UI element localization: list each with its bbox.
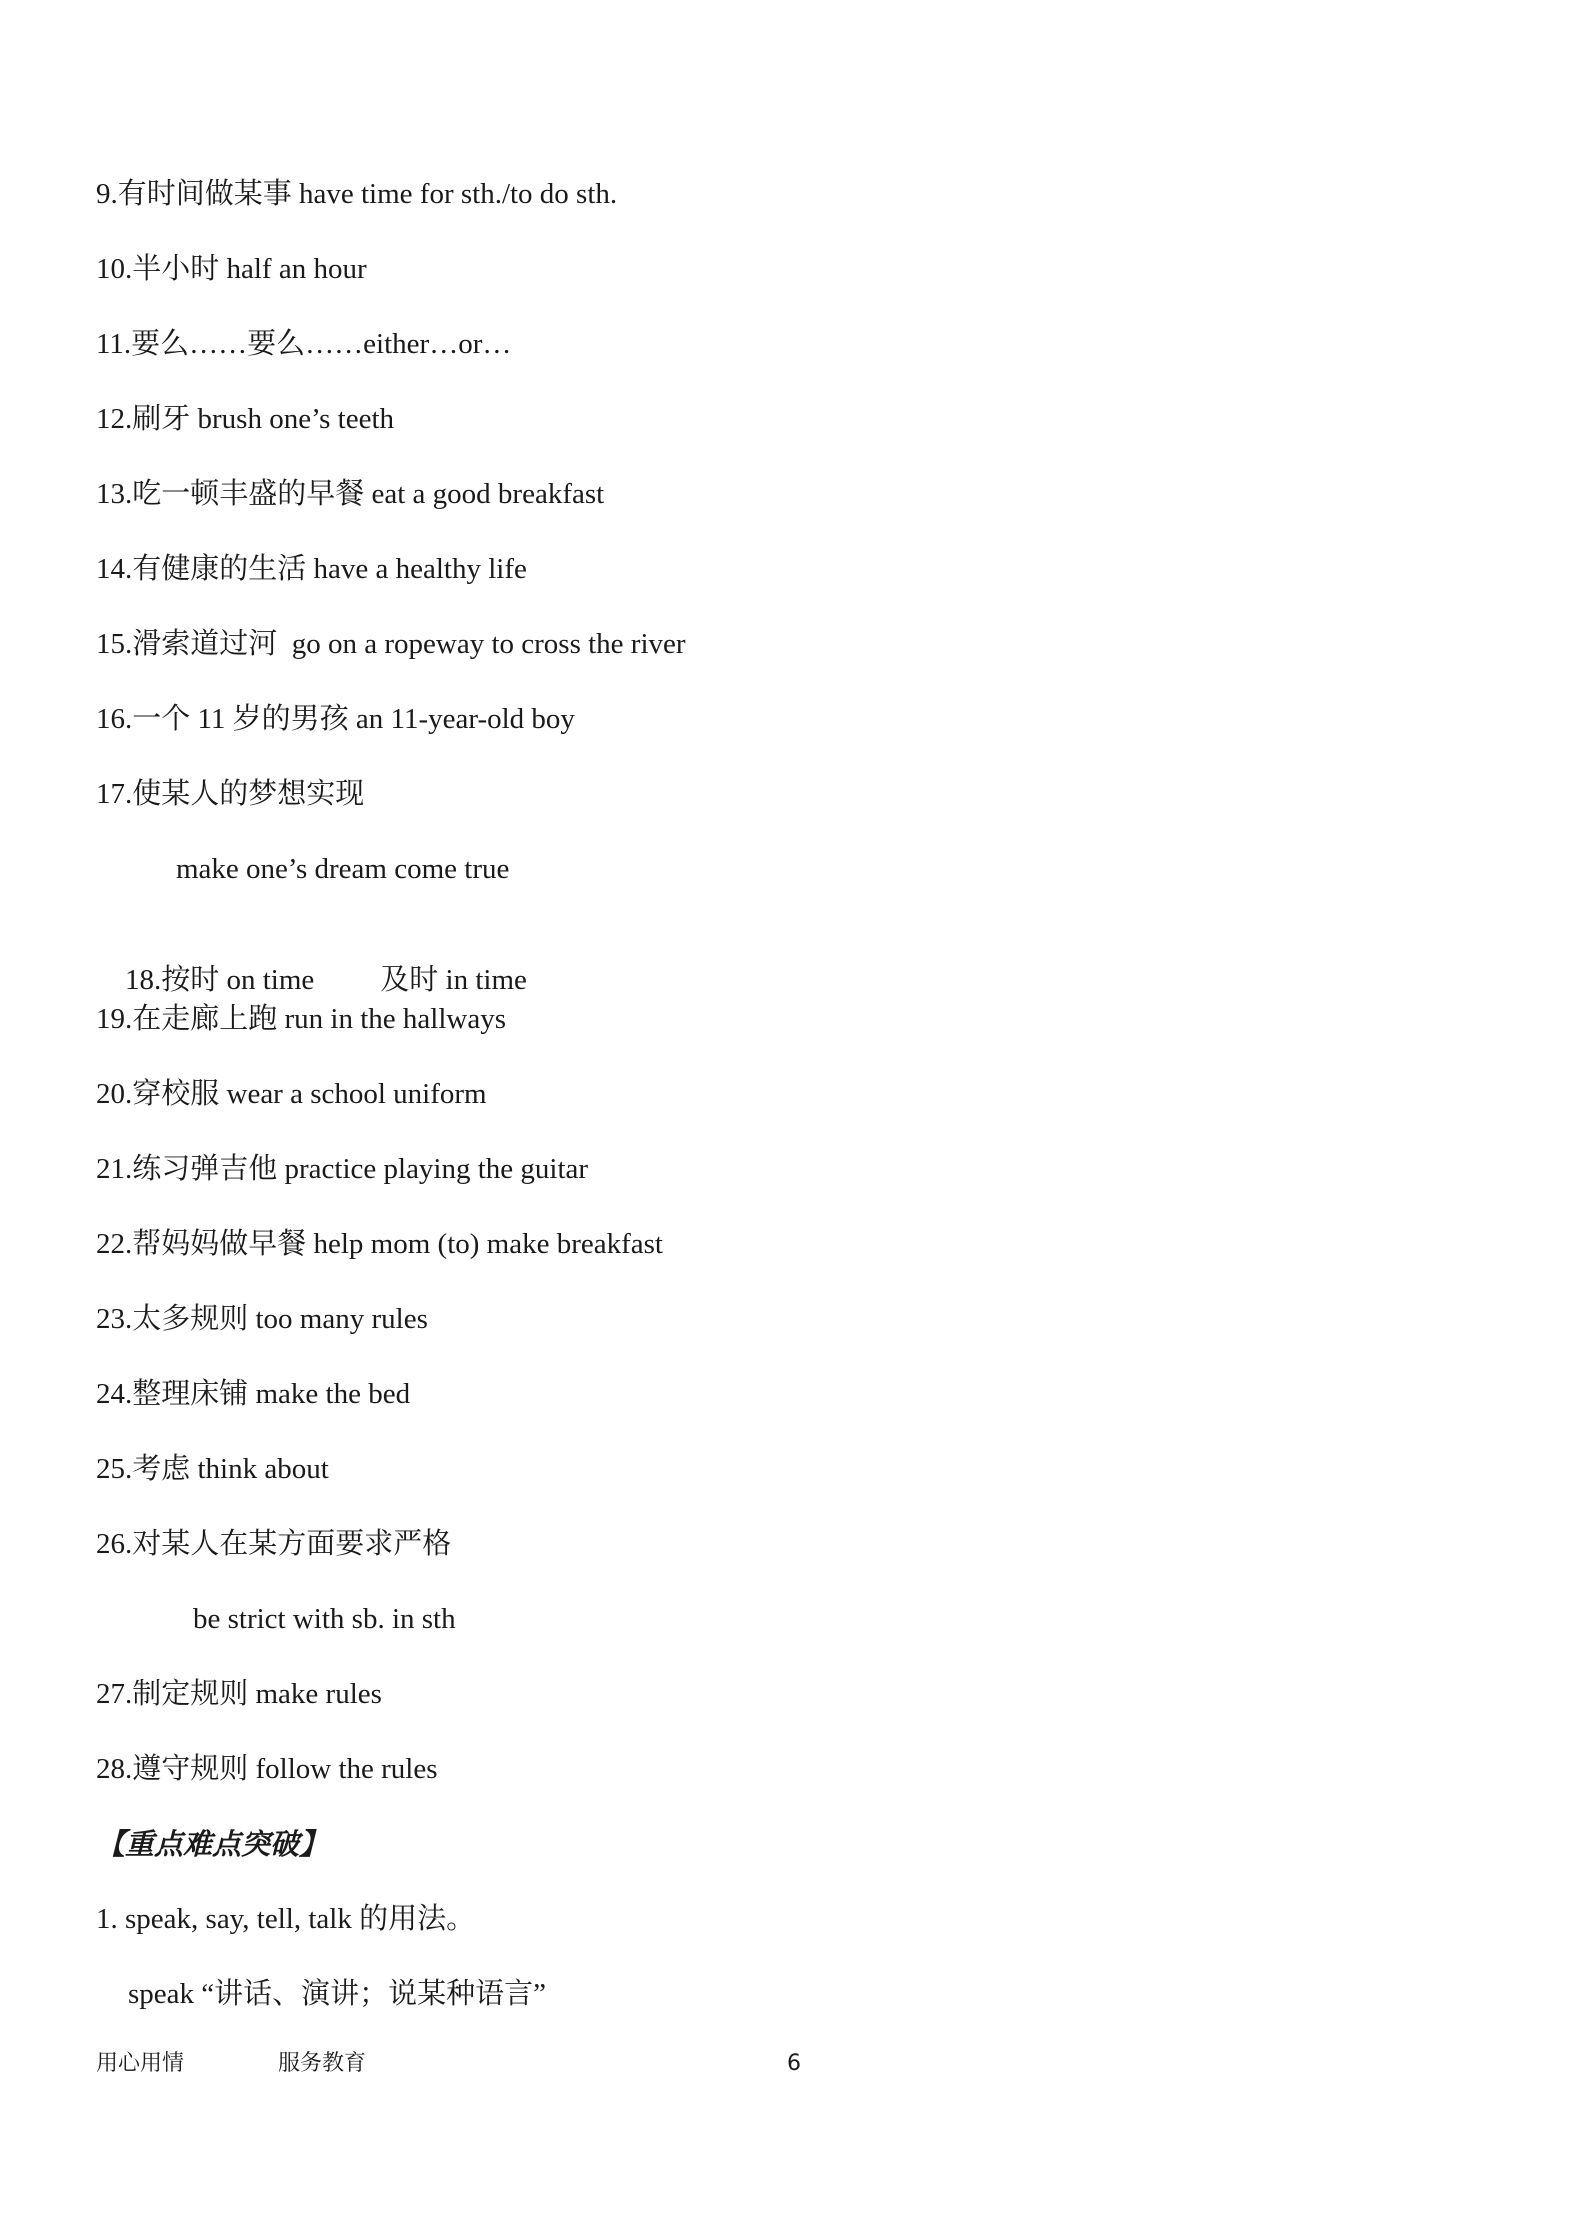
phrase-line-27: 27.制定规则 make rules: [96, 1678, 382, 1710]
phrase-line-15: 15.滑索道过河 go on a ropeway to cross the river: [96, 628, 686, 660]
phrase-line-26: 26.对某人在某方面要求严格: [96, 1528, 452, 1560]
phrase-line-19: 19.在走廊上跑 run in the hallways: [96, 1003, 506, 1035]
page-number: 6: [787, 2051, 801, 2076]
phrase-line-20: 20.穿校服 wear a school uniform: [96, 1078, 487, 1110]
phrase-line-25: 25.考虑 think about: [96, 1453, 329, 1485]
phrase-18-in-time: 及时 in time: [380, 964, 527, 996]
phrase-line-12: 12.刷牙 brush one’s teeth: [96, 403, 395, 435]
section-heading: 【重点难点突破】: [96, 1827, 329, 1861]
phrase-line-23: 23.太多规则 too many rules: [96, 1303, 428, 1335]
phrase-line-16: 16.一个 11 岁的男孩 an 11-year-old boy: [96, 703, 575, 735]
phrase-line-13: 13.吃一顿丰盛的早餐 eat a good breakfast: [96, 478, 605, 510]
phrase-line-24: 24.整理床铺 make the bed: [96, 1378, 411, 1410]
footer-left-1: 用心用情: [96, 2051, 185, 2076]
point-1-speak: speak “讲话、演讲；说某种语言”: [128, 1978, 547, 2010]
phrase-line-21: 21.练习弹吉他 practice playing the guitar: [96, 1153, 589, 1185]
phrase-line-17: 17.使某人的梦想实现: [96, 778, 365, 810]
phrase-18-on-time: 18.按时 on time: [125, 964, 315, 996]
phrase-line-9: 9.有时间做某事 have time for sth./to do sth.: [96, 178, 618, 210]
phrase-line-10: 10.半小时 half an hour: [96, 253, 367, 285]
phrase-line-14: 14.有健康的生活 have a healthy life: [96, 553, 527, 585]
phrase-line-22: 22.帮妈妈做早餐 help mom (to) make breakfast: [96, 1228, 663, 1260]
footer-left-2: 服务教育: [278, 2051, 367, 2076]
phrase-line-17-translation: make one’s dream come true: [176, 853, 510, 885]
phrase-line-26-translation: be strict with sb. in sth: [193, 1603, 456, 1635]
phrase-line-11: 11.要么……要么……either…or…: [96, 328, 512, 360]
phrase-line-28: 28.遵守规则 follow the rules: [96, 1753, 438, 1785]
point-1: 1. speak, say, tell, talk 的用法。: [96, 1903, 476, 1935]
